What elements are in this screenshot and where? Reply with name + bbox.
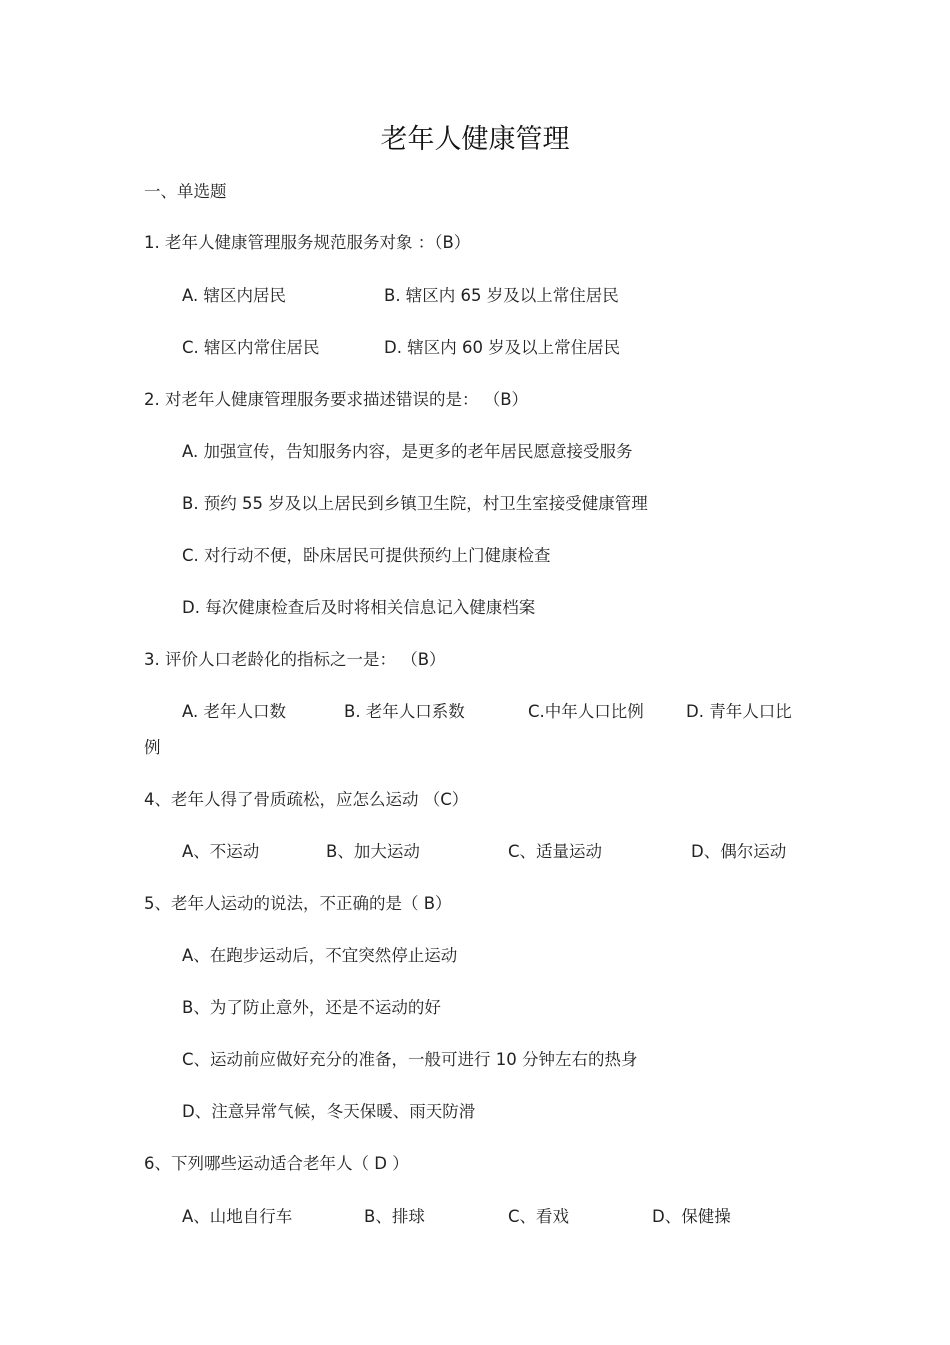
option-c: C. 辖区内常住居民 bbox=[182, 338, 320, 357]
option-c: C、运动前应做好充分的准备，一般可进行 10 分钟左右的热身 bbox=[182, 1050, 638, 1069]
option-c: C.中年人口比例 bbox=[528, 702, 644, 721]
section-heading: 一、单选题 bbox=[144, 182, 227, 201]
option-a: A. 老年人口数 bbox=[182, 702, 286, 721]
option-b: B、排球 bbox=[364, 1207, 425, 1226]
question-stem: 3. 评价人口老龄化的指标之一是： （B） bbox=[144, 650, 446, 669]
option-a: A、不运动 bbox=[182, 842, 260, 861]
option-b: B. 预约 55 岁及以上居民到乡镇卫生院，村卫生室接受健康管理 bbox=[182, 494, 648, 513]
option-d: D、偶尔运动 bbox=[691, 842, 787, 861]
option-b: B. 老年人口系数 bbox=[344, 702, 465, 721]
option-a: A、山地自行车 bbox=[182, 1207, 293, 1226]
question-stem: 4、老年人得了骨质疏松，应怎么运动 （C） bbox=[144, 790, 469, 809]
option-a: A. 加强宣传，告知服务内容，是更多的老年居民愿意接受服务 bbox=[182, 442, 633, 461]
question-stem: 6、下列哪些运动适合老年人（ D ） bbox=[144, 1154, 409, 1173]
question-stem: 5、老年人运动的说法，不正确的是（ B） bbox=[144, 894, 452, 913]
option-d-continuation: 例 bbox=[144, 738, 161, 757]
option-d: D. 每次健康检查后及时将相关信息记入健康档案 bbox=[182, 598, 536, 617]
option-d: D、保健操 bbox=[652, 1207, 731, 1226]
option-c: C、适量运动 bbox=[508, 842, 603, 861]
option-a: A、在跑步运动后，不宜突然停止运动 bbox=[182, 946, 458, 965]
option-c: C、看戏 bbox=[508, 1207, 570, 1226]
option-c: C. 对行动不便，卧床居民可提供预约上门健康检查 bbox=[182, 546, 551, 565]
option-d: D、注意异常气候，冬天保暖、雨天防滑 bbox=[182, 1102, 476, 1121]
question-stem: 2. 对老年人健康管理服务要求描述错误的是： （B） bbox=[144, 390, 529, 409]
question-stem: 1. 老年人健康管理服务规范服务对象 ：（B） bbox=[144, 233, 471, 252]
document-title: 老年人健康管理 bbox=[380, 124, 570, 155]
option-d: D. 辖区内 60 岁及以上常住居民 bbox=[384, 338, 621, 357]
option-d: D. 青年人口比 bbox=[686, 702, 792, 721]
option-b: B. 辖区内 65 岁及以上常住居民 bbox=[384, 286, 619, 305]
option-b: B、加大运动 bbox=[326, 842, 420, 861]
option-b: B、为了防止意外，还是不运动的好 bbox=[182, 998, 441, 1017]
option-a: A. 辖区内居民 bbox=[182, 286, 286, 305]
